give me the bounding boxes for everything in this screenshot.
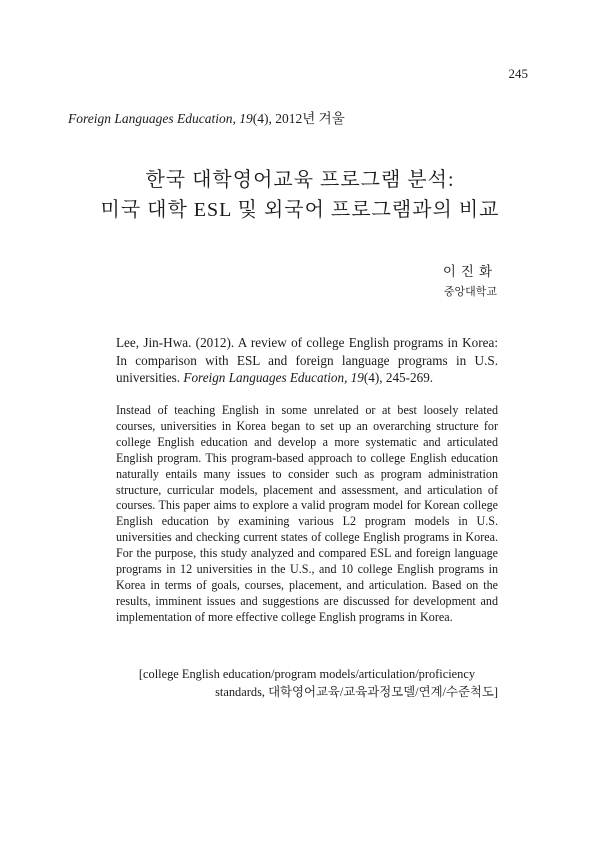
keywords-line-2: standards, 대학영어교육/교육과정모델/연계/수준척도] <box>215 684 498 699</box>
journal-header <box>68 107 345 127</box>
paper-title <box>0 165 600 225</box>
citation-journal: Foreign Languages Education, 19 <box>183 370 364 385</box>
title-line-1: 한국 대학영어교육 프로그램 분석: <box>145 169 455 191</box>
citation-suffix: (4), 245-269. <box>363 370 434 385</box>
citation <box>116 334 498 387</box>
author-name: 이진화 <box>442 264 497 279</box>
keywords <box>116 666 498 701</box>
citation-prefix: Lee, Jin-Hwa. (2012). A review of college English programs in Korea: In comparison with ESL and foreign language programs in U.S. universities. <box>116 335 498 385</box>
title-line-2: 미국 대학 ESL 및 외국어 프로그램과의 비교 <box>100 199 500 221</box>
abstract: Instead of teaching English in some unrelated or at best loosely related courses, universities in Korea began to set up an overarching structure for college English education and develop a more systematic and articulated English program. This program-based approach to college English education naturally entails many issues to consider such as program administration structure, curricular models, placement and assessment, and articulation of courses. This paper aims to explore a valid program model for Korean college English education by examining various L2 program models in U.S. universities and checking current states of college English programs in Korea. For the purpose, this study analyzed and compared ESL and foreign language programs in 12 universities in the U.S., and 10 college English programs in Korea in terms of goals, courses, placement, and articulation. Based on the results, imminent issues and suggestions are discussed for development and implementation of more effective college English programs in Korea. <box>116 403 498 624</box>
author-block <box>443 262 497 302</box>
journal-name: Foreign Languages Education, <box>68 111 236 126</box>
keywords-line-1: [college English education/program models/articulation/proficiency <box>138 667 476 681</box>
journal-volume: 19 <box>239 111 253 126</box>
journal-issue-year: (4), 2012년 겨울 <box>252 111 345 126</box>
page-number: 245 <box>508 66 528 81</box>
author-affiliation: 중앙대학교 <box>443 286 497 298</box>
